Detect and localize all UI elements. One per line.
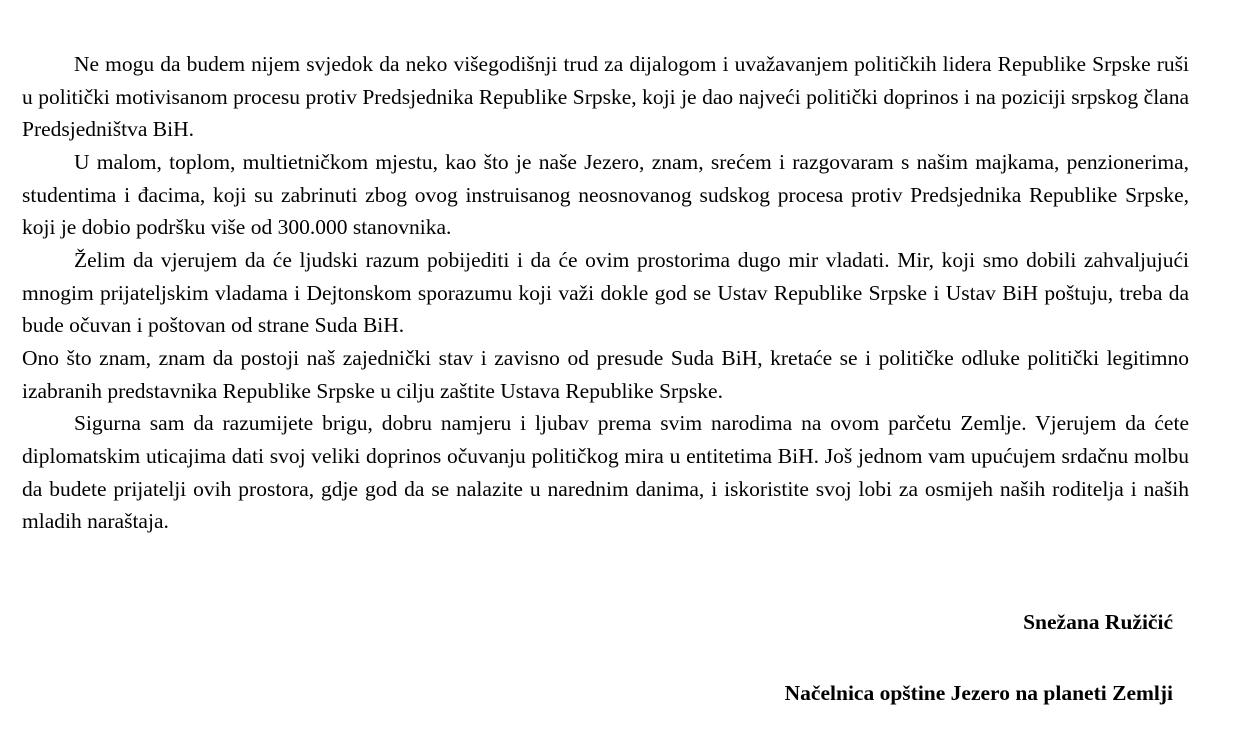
signature-title: Načelnica opštine Jezero na planeti Zemlji	[784, 681, 1173, 706]
signature-name: Snežana Ružičić	[1023, 610, 1173, 635]
paragraph-3: Želim da vjerujem da će ljudski razum pobijediti i da će ovim prostorima dugo mir vladati. Mir, koji smo dobili zahvaljujući mnogim prijateljskim vladama i Dejtonskom sporazumu koji važi dokle god se Ustav Republike Srpske i Ustav BiH poštuju, treba da bude očuvan i poštovan od strane Suda BiH.	[22, 248, 1189, 338]
document-body	[22, 48, 1189, 538]
paragraph-2: U malom, toplom, multietničkom mjestu, kao što je naše Jezero, znam, srećem i razgovaram s našim majkama, penzionerima, studentima i đacima, koji su zabrinuti zbog ovog instruisanog neosnovanog sudskog procesa protiv Predsjednika Republike Srpske, koji je dobio podršku više od 300.000 stanovnika.	[22, 150, 1189, 240]
signature-block	[22, 610, 1189, 706]
paragraph-5: Sigurna sam da razumijete brigu, dobru namjeru i ljubav prema svim narodima na ovom parčetu Zemlje. Vjerujem da ćete diplomatskim uticajima dati svoj veliki doprinos očuvanju političkog mira u entitetima BiH. Još jednom vam upućujem srdačnu molbu da budete prijatelji ovih prostora, gdje god da se nalazite u narednim danima, i iskoristite svoj lobi za osmijeh naših roditelja i naših mladih naraštaja.	[22, 411, 1189, 534]
paragraph-1: Ne mogu da budem nijem svjedok da neko višegodišnji trud za dijalogom i uvažavanjem političkih lidera Republike Srpske ruši u politički motivisanom procesu protiv Predsjednika Republike Srpske, koji je dao najveći politički doprinos i na poziciji srpskog člana Predsjedništva BiH.	[22, 52, 1189, 142]
paragraph-4: Ono što znam, znam da postoji naš zajednički stav i zavisno od presude Suda BiH, kretaće se i političke odluke politički legitimno izabranih predstavnika Republike Srpske u cilju zaštite Ustava Republike Srpske.	[22, 346, 1189, 403]
